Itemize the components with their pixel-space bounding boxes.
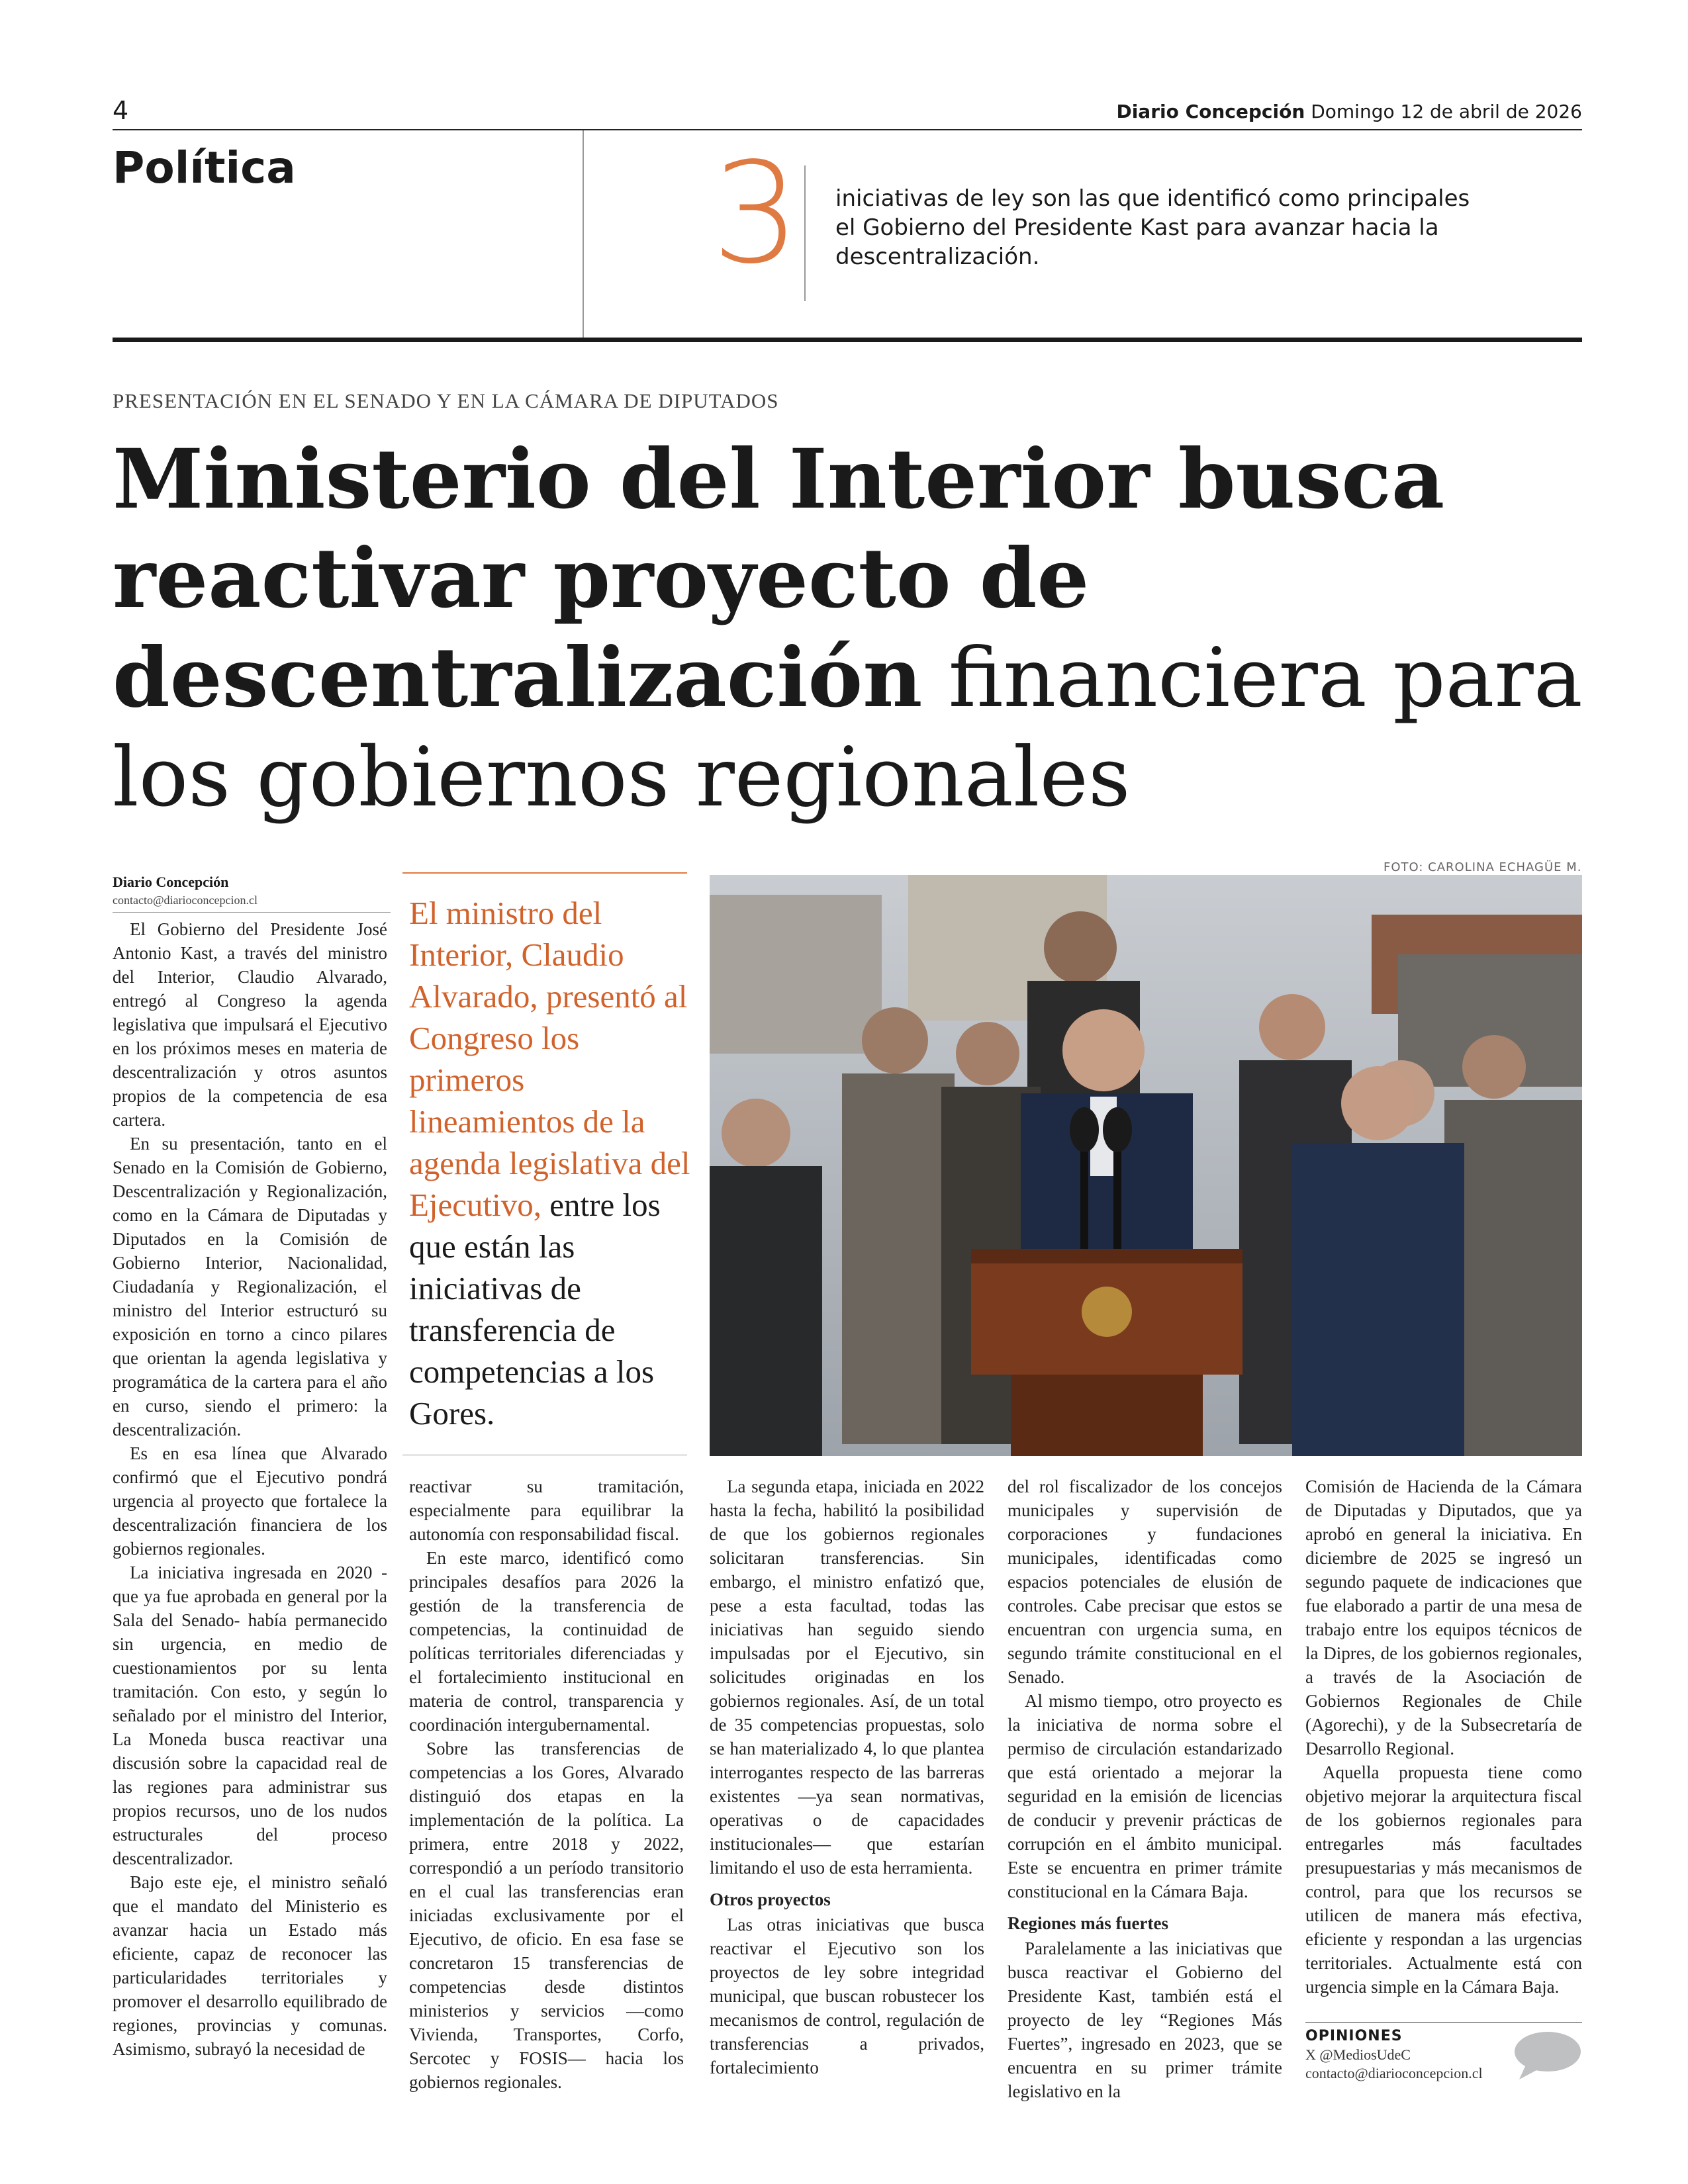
paragraph: La segunda etapa, iniciada en 2022 hasta la fecha, habilitó la posibilidad de que los gobiernos regionales solicitaran transferencias. Sin embargo, el ministro enfatizó que, pese a esta facultad, todas las iniciativas han seguido siendo impulsadas por el Ejecutivo, sin solicitudes originadas en los gobiernos regionales. Así, de un total de 35 competencias propuestas, solo se han materializado 4, lo que plantea interrogantes respecto de las barreras existentes —ya sean normativas, operativas o de capacidades institucionales— que estarían limitando el uso de esta herramienta. xyxy=(710,1477,984,1878)
paragraph: Es en esa línea que Alvarado confirmó que el Ejecutivo pondrá urgencia al proyecto que fortalece la descentralización financiera de los gobiernos regionales. xyxy=(113,1443,387,1559)
article-photo xyxy=(710,875,1582,1456)
fact-divider xyxy=(804,165,806,301)
pull-quote-rule xyxy=(402,872,687,874)
article-kicker: PRESENTACIÓN EN EL SENADO Y EN LA CÁMARA DE DIPUTADOS xyxy=(113,389,779,412)
masthead xyxy=(1116,101,1582,122)
header-thick-rule xyxy=(113,338,1582,342)
fact-number: 3 xyxy=(712,132,800,295)
opinions-title: OPINIONES xyxy=(1305,2028,1403,2044)
newspaper-name: Diario Concepción xyxy=(1116,101,1305,122)
pull-quote-highlight: El ministro del Interior, Claudio Alvarado, presentó al Congreso los primeros lineamientos de la agenda legislativa del Ejecutivo, xyxy=(409,895,690,1223)
paragraph: reactivar su tramitación, especialmente para equilibrar la autonomía con responsabilidad fiscal. xyxy=(409,1477,684,1544)
photo-credit: FOTO: CAROLINA ECHAGÜE M. xyxy=(1383,860,1582,874)
byline-name: Diario Concepción xyxy=(113,874,229,890)
paragraph: Aquella propuesta tiene como objetivo mejorar la arquitectura fiscal de los gobiernos regionales para entregarles más facultades presupuestarias y más mecanismos de control, para que los recursos se utilicen de manera más efectiva, eficiente y respondan a las urgencias territoriales. Actualmente está con urgencia simple en la Cámara Baja. xyxy=(1305,1762,1582,1997)
press-conference-photo xyxy=(710,875,1582,1456)
speech-bubble-icon xyxy=(1513,2030,1583,2084)
header-divider xyxy=(583,130,584,341)
article-column-1 xyxy=(113,917,387,2061)
page-number: 4 xyxy=(113,96,129,125)
paragraph: Paralelamente a las iniciativas que busca reactivar el Gobierno del Presidente Kast, también está el proyecto de ley “Regiones Más Fuertes”, ingresado en 2023, que se encuentra en su primer trámite legislativo en la xyxy=(1008,1938,1282,2101)
article-column-5 xyxy=(1305,1475,1582,1999)
opinions-rule xyxy=(1305,2022,1582,2023)
fact-text: iniciativas de ley son las que identificó como principales el Gobierno del Presidente Kast para avanzar hacia la descentralización. xyxy=(835,185,1470,270)
paragraph: En este marco, identificó como principales desafíos para 2026 la gestión de la transferencia de competencias, la continuidad de políticas territoriales diferenciadas y el fortalecimiento institucional en materia de control, transparencia y coordinación intergubernamental. xyxy=(409,1548,684,1735)
pull-quote-rest: entre los que están las iniciativas de transferencia de competencias a los Gores. xyxy=(409,1187,661,1432)
paragraph: En su presentación, tanto en el Senado en la Comisión de Gobierno, Descentralización y Regionalización, como en la Cámara de Diputadas y Diputados en la Comisión de Gobierno Interior, Nacionalidad, Ciudadanía y Regionalización, el ministro del Interior estructuró su exposición en torno a cinco pilares que orientan la agenda legislativa y programática de la cartera para el año en curso, siendo el primero: la descentralización. xyxy=(113,1134,387,1439)
paragraph: La iniciativa ingresada en 2020 -que ya fue aprobada en general por la Sala del Senado- había permanecido sin urgencia, en medio de cuestionamientos por su lenta tramitación. Con esto, y según lo señalado por el ministro del Interior, La Moneda busca reactivar una discusión sobre la capacidad real de las regiones para administrar sus propios recursos, uno de los nudos estructurales del proceso descentralizador. xyxy=(113,1563,387,1868)
header-rule xyxy=(113,129,1582,130)
subheading-otros-proyectos: Otros proyectos xyxy=(710,1889,831,1909)
headline-bold: Ministerio del Interior busca reactivar proyecto de descentralización xyxy=(113,432,1445,726)
paragraph: Las otras iniciativas que busca reactivar el Ejecutivo son los proyectos de ley sobre integridad municipal, que buscan robustecer los mecanismos de control, regulación de transferencias a privados, fortalecimiento xyxy=(710,1915,984,2077)
paragraph: Al mismo tiempo, otro proyecto es la iniciativa de norma sobre el permiso de circulación estandarizado que está orientado a mejorar la seguridad en la emisión de licencias de conducir y prevenir prácticas de corrupción en el ámbito municipal. Este se encuentra en primer trámite constitucional en la Cámara Baja. xyxy=(1008,1691,1282,1901)
section-title: Política xyxy=(113,142,296,193)
headline-regular: financiera para los gobiernos regionales xyxy=(113,631,1583,825)
paragraph: Sobre las transferencias de competencias a los Gores, Alvarado distinguió dos etapas en la implementación de la política. La primera, entre 2018 y 2022, correspondió a un período transitorio en el cual las transferencias eran iniciadas exclusivamente por el Ejecutivo, de oficio. En esa fase se concretaron 15 transferencias de competencias desde distintos ministerios y servicios —como Vivienda, Transportes, Corfo, Sercotec y FOSIS— hacia los gobiernos regionales. xyxy=(409,1739,684,2092)
opinions-email[interactable]: contacto@diarioconcepcion.cl xyxy=(1305,2065,1483,2081)
opinions-x-handle[interactable]: X @MediosUdeC xyxy=(1305,2046,1411,2063)
paragraph: Comisión de Hacienda de la Cámara de Diputadas y Diputados, que ya aprobó en general la iniciativa. En diciembre de 2025 se ingresó un segundo paquete de indicaciones que fue elaborado a partir de una mesa de trabajo entre los equipos técnicos de la Dipres, de los gobiernos regionales, a través de la Asociación de Gobiernos Regionales de Chile (Agorechi), y de la Subsecretaría de Desarrollo Regional. xyxy=(1305,1477,1582,1758)
pull-quote xyxy=(409,892,694,1434)
issue-date: Domingo 12 de abril de 2026 xyxy=(1311,101,1582,122)
byline-email[interactable]: contacto@diarioconcepcion.cl xyxy=(113,893,258,907)
paragraph: El Gobierno del Presidente José Antonio Kast, a través del ministro del Interior, Claudio Alvarado, entregó al Congreso la agenda legislativa que impulsará el Ejecutivo en los próximos meses en materia de descentralización y otros asuntos propios de la competencia de esa cartera. xyxy=(113,919,387,1130)
byline-rule xyxy=(113,912,391,913)
subheading-regiones-mas-fuertes: Regiones más fuertes xyxy=(1008,1913,1168,1933)
paragraph: Bajo este eje, el ministro señaló que el mandato del Ministerio es avanzar hacia un Estado más eficiente, capaz de reconocer las particularidades territoriales y promover el desarrollo equilibrado de regiones, provincias y comunas. Asimismo, subrayó la necesidad de xyxy=(113,1872,387,2059)
article-headline xyxy=(113,430,1589,827)
article-column-4 xyxy=(1008,1475,1282,2103)
article-column-2 xyxy=(409,1475,684,2094)
paragraph: del rol fiscalizador de los concejos municipales y supervisión de corporaciones y fundaciones municipales, identificadas como espacios potenciales de elusión de controles. Cabe precisar que estos se encuentran con urgencia suma, en segundo trámite constitucional en el Senado. xyxy=(1008,1477,1282,1687)
article-column-3 xyxy=(710,1475,984,2079)
